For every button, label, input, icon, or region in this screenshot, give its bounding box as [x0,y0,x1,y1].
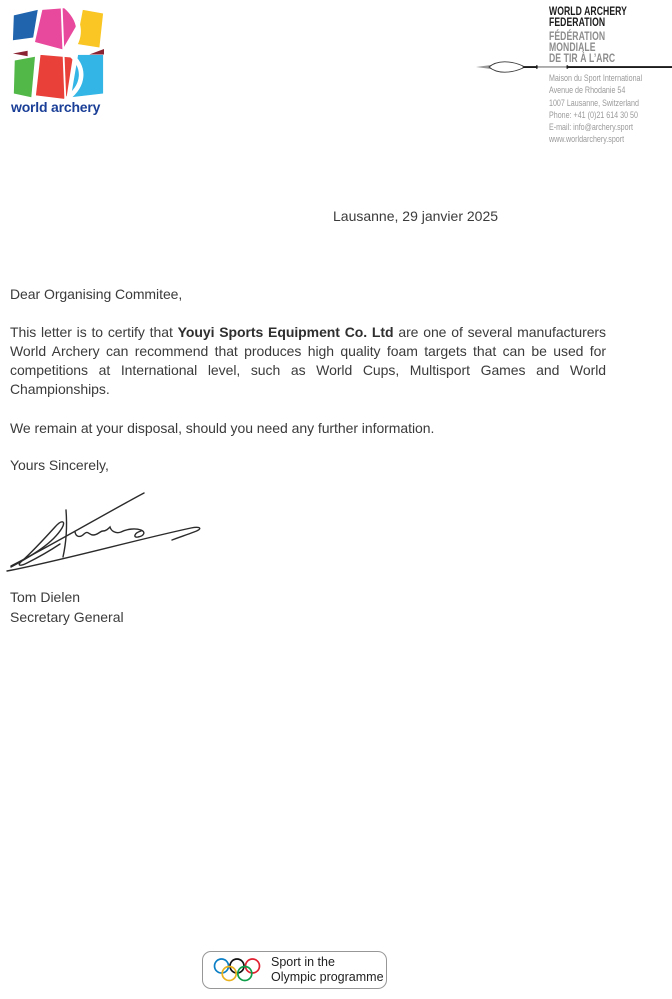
paragraph-line [10,323,606,342]
ring-red [246,959,260,973]
olympic-badge [202,951,387,989]
paragraph-line: Championships. [10,381,110,397]
signer-title: Secretary General [10,608,124,625]
arrow-wrap-cap [536,65,538,68]
arrow-fletching [489,62,523,72]
org-fr-line: FÉDÉRATION [549,31,606,43]
ring-yellow [222,967,236,981]
address-line: www.worldarchery.sport [549,134,625,146]
salutation: Dear Organising Commitee, [10,286,183,302]
org-en-line: WORLD ARCHERY [549,6,627,18]
letter-body [10,285,606,475]
paragraph-line: World Archery can recommend that produces high quality foam targets that can be used for [10,343,606,359]
org-fr-line: DE TIR À L’ARC [549,53,616,65]
company-name: Youyi Sports Equipment Co. Ltd [177,324,394,340]
olympic-badge-line1: Sport in the [271,955,335,969]
para1-post: are one of several manufacturers [393,324,606,340]
paragraph-2: We remain at your disposal, should you need any further information. [10,420,435,436]
arrow-shaft-wrap [537,66,567,68]
signer-block [10,588,124,627]
signature-image [5,483,220,578]
address-line: Phone: +41 (0)21 614 30 50 [549,109,638,121]
archery-arrow-icon [470,57,672,77]
world-archery-logo-icon [12,8,104,100]
ring-green [238,967,252,981]
ring-blue [215,959,229,973]
olympic-rings-icon [213,957,263,983]
logo-tile-blue [13,10,38,40]
dateline: Lausanne, 29 janvier 2025 [333,208,499,224]
address-block [549,73,642,147]
signer-name: Tom Dielen [10,589,81,605]
address-line: Avenue de Rhodanie 54 [549,85,626,97]
paragraph-line: competitions at International level, such as World Cups, Multisport Games and World [10,362,606,378]
letterhead-org-en [549,7,642,29]
address-line: 1007 Lausanne, Switzerland [549,97,639,109]
org-en-line: FEDERATION [549,17,606,29]
closing: Yours Sincerely, [10,457,109,473]
ring-black [230,959,244,973]
address-line: Maison du Sport International [549,73,643,84]
arrow-wrap-cap [567,65,569,68]
para1-pre: This letter is to certify that [10,324,178,340]
logo-tile-green [14,57,35,97]
paragraph-1 [10,323,606,399]
address-line: E-mail: info@archery.sport [549,122,633,134]
org-fr-line: MONDIALE [549,42,596,54]
olympic-badge-text [271,955,384,985]
olympic-badge-line2: Olympic programme [271,970,384,984]
logo-tile-red [36,55,73,99]
brand-wordmark: world archery [11,99,101,115]
